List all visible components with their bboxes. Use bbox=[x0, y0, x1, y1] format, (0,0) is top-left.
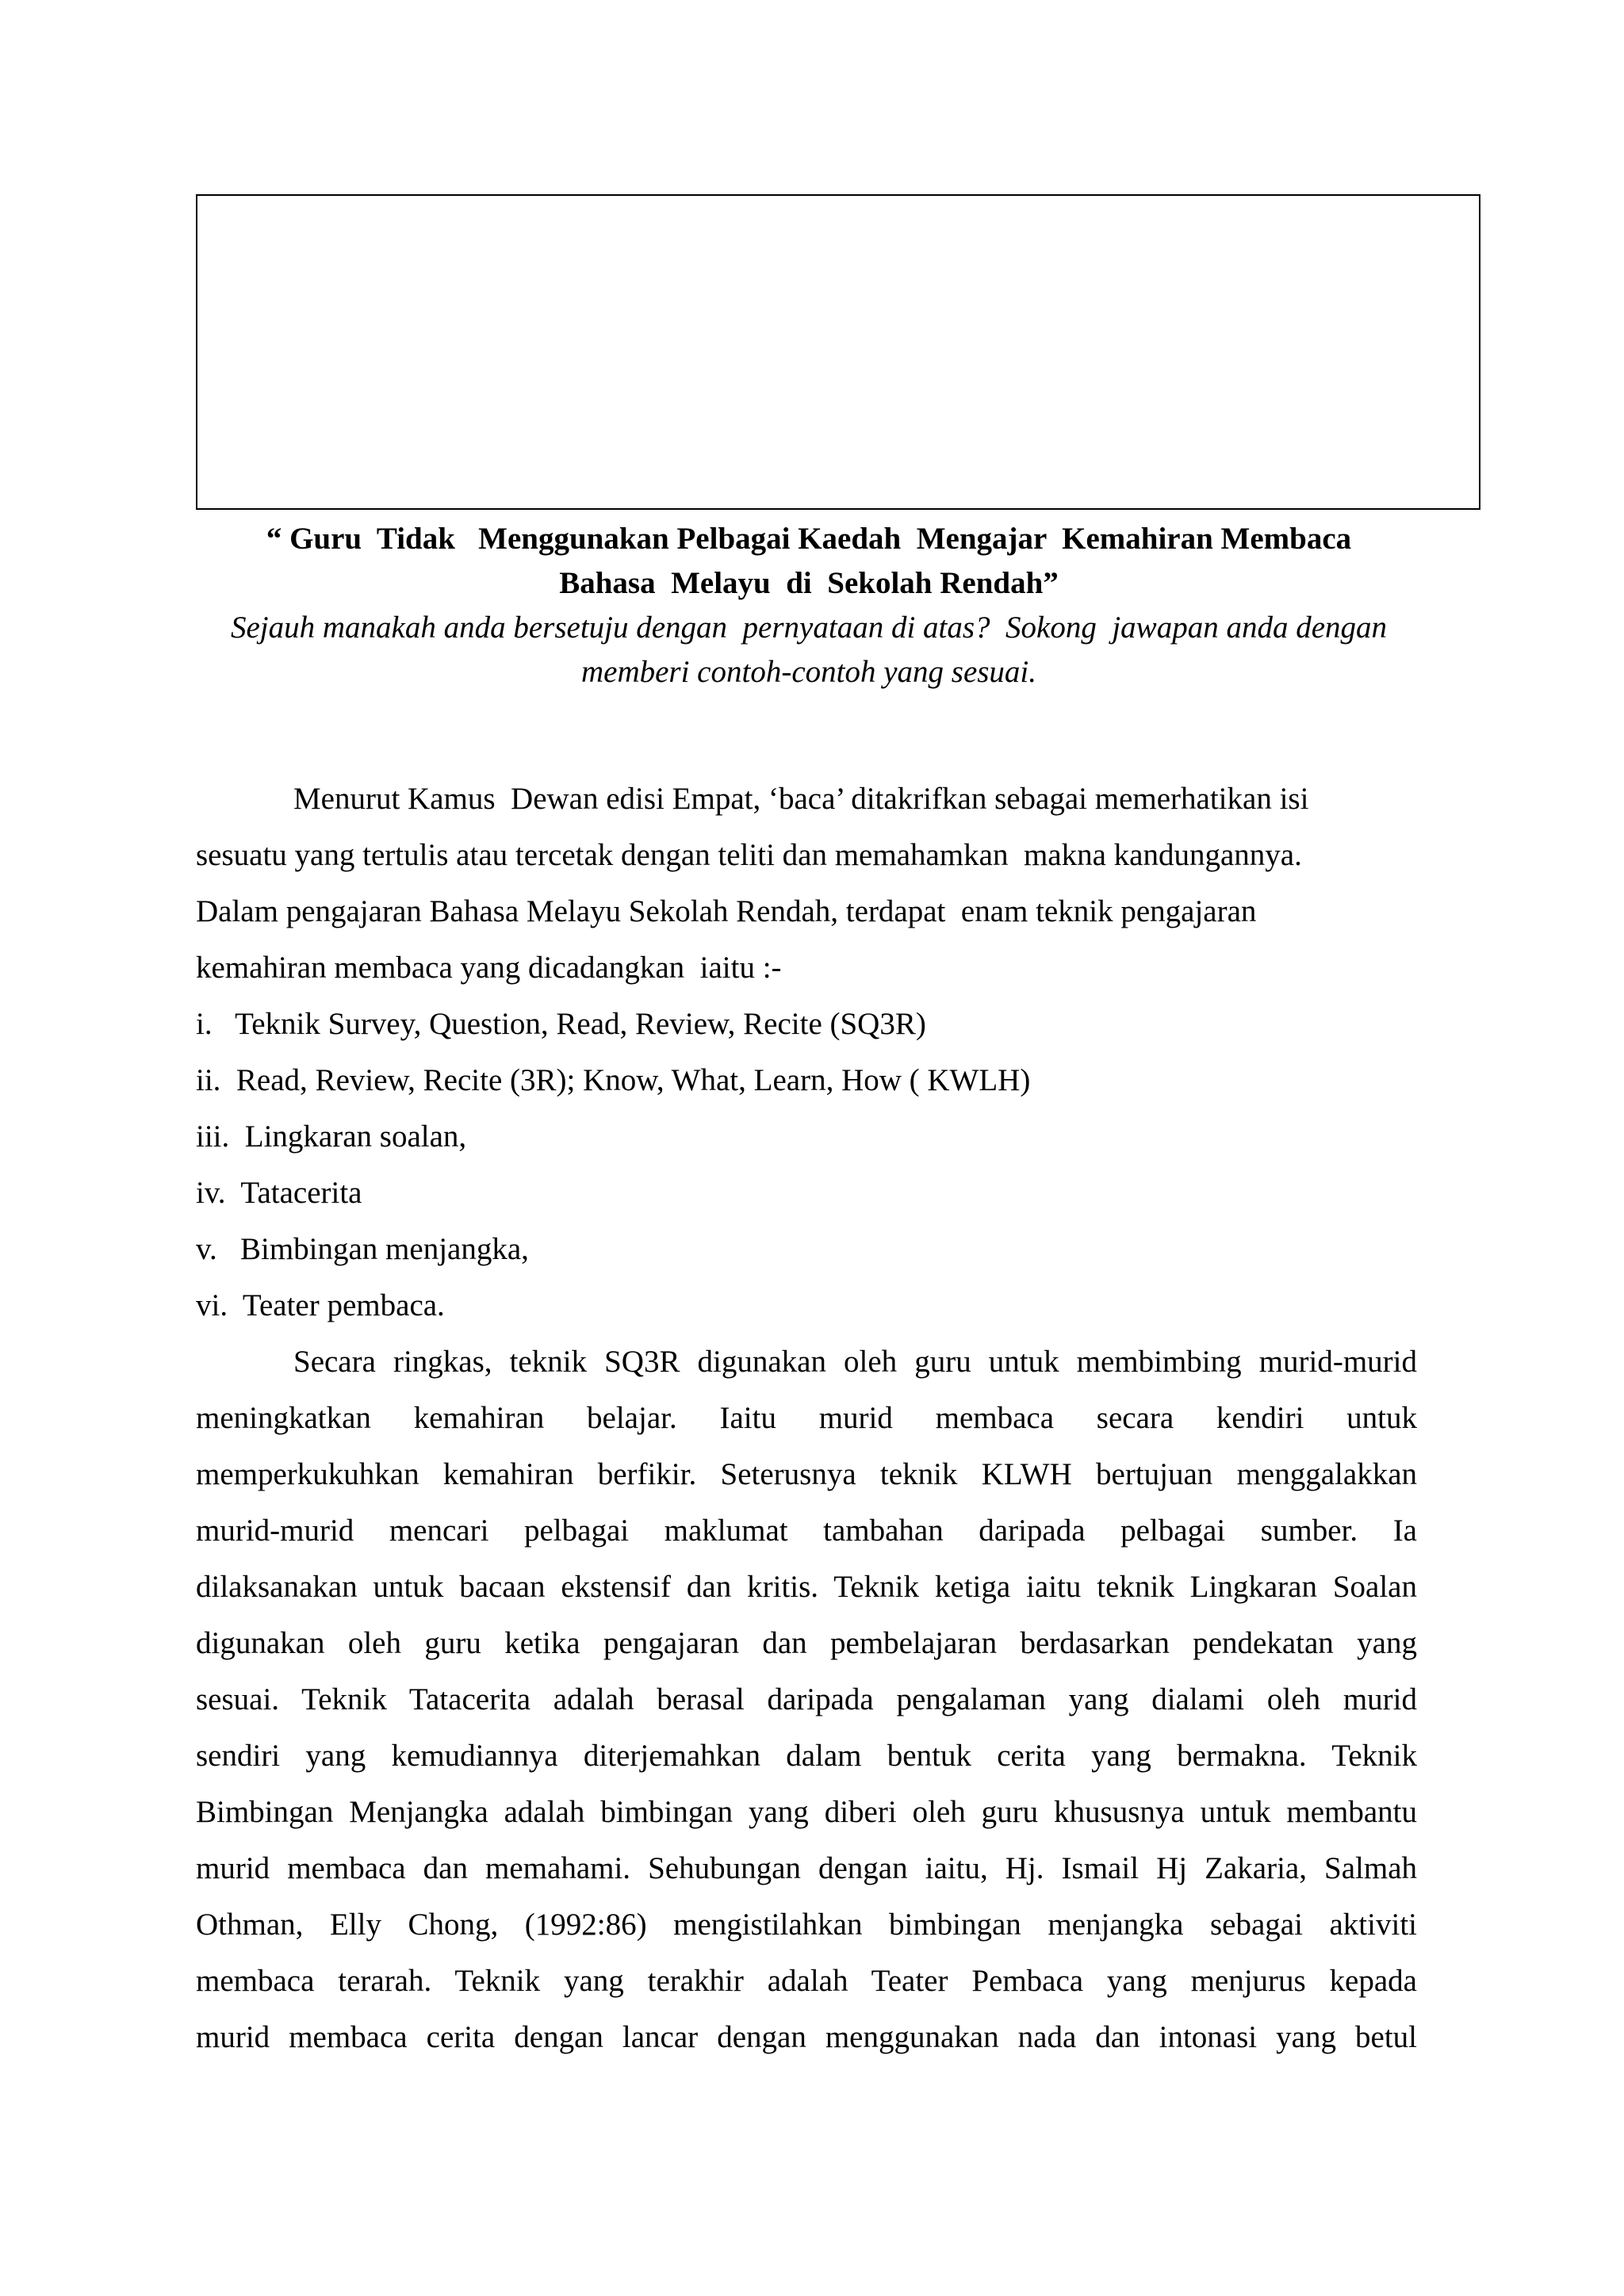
intro-line: Dalam pengajaran Bahasa Melayu Sekolah Rendah, terdapat enam teknik pengajaran bbox=[196, 894, 1257, 928]
body-text bbox=[196, 771, 1417, 2065]
summary-line: sendiri yang kemudiannya diterjemahkan dalam bentuk cerita yang bermakna. Teknik bbox=[196, 1739, 1417, 1773]
title-line-2: Bahasa Melayu di Sekolah Rendah” bbox=[559, 566, 1059, 600]
technique-list-item: iii. Lingkaran soalan, bbox=[196, 1119, 467, 1154]
summary-line: murid membaca dan memahami. Sehubungan dengan iaitu, Hj. Ismail Hj Zakaria, Salmah bbox=[196, 1851, 1417, 1885]
technique-list-item: v. Bimbingan menjangka, bbox=[196, 1232, 529, 1266]
question-line-2: memberi contoh-contoh yang sesuai. bbox=[580, 655, 1037, 689]
summary-line: murid-murid mencari pelbagai maklumat tambahan daripada pelbagai sumber. Ia bbox=[196, 1513, 1417, 1548]
title-line-1: “ Guru Tidak Menggunakan Pelbagai Kaedah Mengajar Kemahiran Membaca bbox=[266, 522, 1352, 556]
summary-line: digunakan oleh guru ketika pengajaran dan pembelajaran berdasarkan pendekatan yang bbox=[196, 1626, 1417, 1660]
summary-line: Bimbingan Menjangka adalah bimbingan yang diberi oleh guru khususnya untuk membantu bbox=[196, 1795, 1417, 1829]
summary-line: dilaksanakan untuk bacaan ekstensif dan kritis. Teknik ketiga iaitu teknik Lingkaran Soalan bbox=[196, 1570, 1417, 1604]
intro-line: Menurut Kamus Dewan edisi Empat, ‘baca’ ditakrifkan sebagai memerhatikan isi bbox=[293, 782, 1309, 816]
intro-line: sesuatu yang tertulis atau tercetak dengan teliti dan memahamkan makna kandungannya. bbox=[196, 838, 1302, 872]
summary-line: membaca terarah. Teknik yang terakhir adalah Teater Pembaca yang menjurus kepada bbox=[196, 1964, 1417, 1998]
summary-line: Othman, Elly Chong, (1992:86) mengistilahkan bimbingan menjangka sebagai aktiviti bbox=[196, 1908, 1417, 1942]
summary-line: sesuai. Teknik Tatacerita adalah berasal daripada pengalaman yang dialami oleh murid bbox=[196, 1682, 1417, 1716]
summary-line: murid membaca cerita dengan lancar dengan menggunakan nada dan intonasi yang betul bbox=[196, 2020, 1417, 2054]
question-line-1: Sejauh manakah anda bersetuju dengan pernyataan di atas? Sokong jawapan anda dengan bbox=[230, 610, 1388, 645]
title-block bbox=[159, 517, 1459, 695]
technique-list-item: iv. Tatacerita bbox=[196, 1176, 362, 1210]
blank-header-box bbox=[196, 194, 1480, 510]
summary-line: meningkatkan kemahiran belajar. Iaitu murid membaca secara kendiri untuk bbox=[196, 1401, 1417, 1435]
summary-line: memperkukuhkan kemahiran berfikir. Seterusnya teknik KLWH bertujuan menggalakkan bbox=[196, 1457, 1417, 1491]
summary-line: Secara ringkas, teknik SQ3R digunakan oleh guru untuk membimbing murid-murid bbox=[293, 1345, 1417, 1379]
intro-line: kemahiran membaca yang dicadangkan iaitu :- bbox=[196, 951, 782, 985]
technique-list-item: ii. Read, Review, Recite (3R); Know, What, Learn, How ( KWLH) bbox=[196, 1063, 1031, 1097]
technique-list-item: vi. Teater pembaca. bbox=[196, 1288, 445, 1322]
technique-list-item: i. Teknik Survey, Question, Read, Review, Recite (SQ3R) bbox=[196, 1007, 926, 1041]
